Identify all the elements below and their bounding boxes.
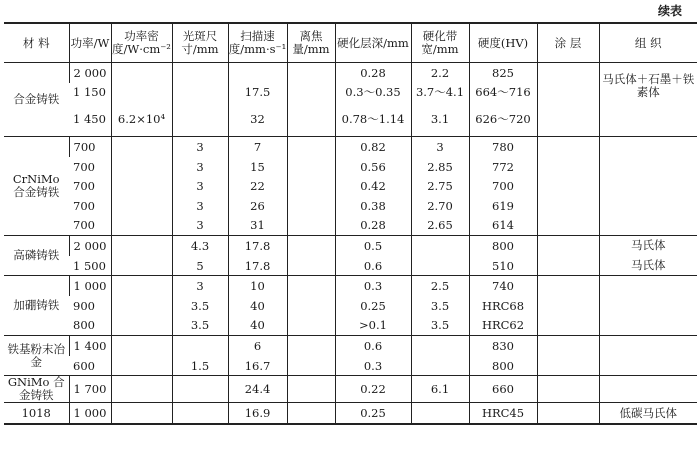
hardness-cell: 800 (469, 236, 537, 256)
defocus-cell (287, 256, 335, 276)
speed-cell: 40 (228, 316, 287, 336)
depth-cell: >0.1 (335, 316, 411, 336)
coating-cell (537, 296, 599, 316)
power-cell: 1 150 (73, 85, 106, 100)
density-cell (111, 316, 172, 336)
speed-cell: 15 (228, 157, 287, 177)
density-cell: 6.2×10⁴ (111, 102, 172, 137)
table-row (4, 216, 697, 236)
structure-cell: 马氏体 (599, 236, 697, 256)
defocus-cell (287, 316, 335, 336)
spot-cell (172, 63, 228, 83)
coating-cell (537, 176, 599, 196)
defocus-cell (287, 102, 335, 137)
hardness-cell: 700 (469, 176, 537, 196)
coating-cell (537, 196, 599, 216)
depth-cell: 0.3～0.35 (335, 83, 411, 103)
spot-cell (172, 376, 228, 403)
density-cell (111, 157, 172, 177)
coating-cell (537, 83, 599, 103)
power-cell: 900 (73, 298, 95, 313)
density-cell (111, 256, 172, 276)
header-defocus: 离焦量/mm (287, 23, 335, 63)
defocus-cell (287, 137, 335, 157)
width-cell: 3.5 (411, 316, 469, 336)
table-row (4, 296, 697, 316)
width-cell: 2.2 (411, 63, 469, 83)
depth-cell: 0.38 (335, 196, 411, 216)
hardness-cell: 614 (469, 216, 537, 236)
table-row (4, 102, 697, 137)
coating-cell (537, 403, 599, 424)
power-cell: 800 (73, 318, 95, 333)
table-row (4, 403, 697, 424)
density-cell (111, 137, 172, 157)
coating-cell (537, 316, 599, 336)
defocus-cell (287, 276, 335, 296)
spot-cell: 3.5 (172, 296, 228, 316)
depth-cell: 0.78～1.14 (335, 102, 411, 137)
spot-cell: 3 (172, 137, 228, 157)
table-row (4, 83, 697, 103)
density-cell (111, 376, 172, 403)
hardness-cell: 660 (469, 376, 537, 403)
defocus-cell (287, 296, 335, 316)
speed-cell (228, 63, 287, 83)
header-power-density: 功率密度/W·cm⁻² (111, 23, 172, 63)
structure-cell (599, 376, 697, 403)
structure-cell (599, 336, 697, 356)
density-cell (111, 403, 172, 424)
laser-hardening-table (4, 22, 697, 425)
width-cell: 2.70 (411, 196, 469, 216)
depth-cell: 0.28 (335, 63, 411, 83)
power-cell: 700 (69, 137, 111, 157)
speed-cell: 16.9 (228, 403, 287, 424)
depth-cell: 0.56 (335, 157, 411, 177)
hardness-cell: 800 (469, 356, 537, 376)
depth-cell: 0.25 (335, 403, 411, 424)
material-cell: GNiMo 合金铸铁 (4, 376, 69, 403)
structure-cell (599, 276, 697, 296)
depth-cell: 0.3 (335, 356, 411, 376)
structure-cell (599, 196, 697, 216)
defocus-cell (287, 196, 335, 216)
power-cell: 2 000 (69, 236, 111, 256)
speed-cell: 40 (228, 296, 287, 316)
width-cell: 3.5 (411, 296, 469, 316)
speed-cell: 17.5 (228, 83, 287, 103)
hardness-cell: 740 (469, 276, 537, 296)
power-cell: 600 (73, 358, 95, 373)
power-cell: 700 (73, 198, 95, 213)
width-cell: 3 (411, 137, 469, 157)
material-cell: 加硼铸铁 (4, 276, 69, 336)
table-row (4, 356, 697, 376)
defocus-cell (287, 83, 335, 103)
structure-cell (599, 296, 697, 316)
defocus-cell (287, 216, 335, 236)
header-structure: 组 织 (599, 23, 697, 63)
table-row (4, 236, 697, 256)
depth-cell: 0.28 (335, 216, 411, 236)
spot-cell (172, 336, 228, 356)
depth-cell: 0.22 (335, 376, 411, 403)
hardness-cell: HRC62 (469, 316, 537, 336)
width-cell (411, 403, 469, 424)
spot-cell (172, 83, 228, 103)
coating-cell (537, 256, 599, 276)
power-cell: 2 000 (69, 63, 111, 83)
width-cell: 6.1 (411, 376, 469, 403)
defocus-cell (287, 63, 335, 83)
spot-cell: 1.5 (172, 356, 228, 376)
spot-cell: 3.5 (172, 316, 228, 336)
density-cell (111, 83, 172, 103)
speed-cell: 17.8 (228, 236, 287, 256)
structure-cell: 低碳马氏体 (599, 403, 697, 424)
defocus-cell (287, 403, 335, 424)
depth-cell: 0.3 (335, 276, 411, 296)
density-cell (111, 176, 172, 196)
power-cell: 1 450 (73, 112, 106, 127)
speed-cell: 24.4 (228, 376, 287, 403)
defocus-cell (287, 356, 335, 376)
density-cell (111, 196, 172, 216)
header-scan-speed: 扫描速度/mm·s⁻¹ (228, 23, 287, 63)
header-hardness: 硬度(HV) (469, 23, 537, 63)
hardness-cell: 780 (469, 137, 537, 157)
speed-cell: 22 (228, 176, 287, 196)
depth-cell: 0.6 (335, 336, 411, 356)
speed-cell: 32 (228, 102, 287, 137)
depth-cell: 0.6 (335, 256, 411, 276)
hardness-cell: 825 (469, 63, 537, 83)
density-cell (111, 296, 172, 316)
spot-cell: 4.3 (172, 236, 228, 256)
hardness-cell: 830 (469, 336, 537, 356)
hardness-cell: 772 (469, 157, 537, 177)
table-row (4, 176, 697, 196)
width-cell (411, 236, 469, 256)
spot-cell: 5 (172, 256, 228, 276)
speed-cell: 7 (228, 137, 287, 157)
material-cell: 铁基粉末冶金 (4, 336, 69, 376)
structure-cell (599, 316, 697, 336)
coating-cell (537, 376, 599, 403)
header-hardened-depth: 硬化层深/mm (335, 23, 411, 63)
structure-cell: 马氏体 (599, 256, 697, 276)
hardness-cell: HRC45 (469, 403, 537, 424)
density-cell (111, 356, 172, 376)
material-cell: CrNiMo 合金铸铁 (4, 137, 69, 236)
density-cell (111, 63, 172, 83)
depth-cell: 0.25 (335, 296, 411, 316)
width-cell (411, 256, 469, 276)
width-cell: 2.85 (411, 157, 469, 177)
header-hardened-width: 硬化带宽/mm (411, 23, 469, 63)
density-cell (111, 336, 172, 356)
table-row (4, 316, 697, 336)
material-cell: 合金铸铁 (4, 63, 69, 137)
depth-cell: 0.82 (335, 137, 411, 157)
speed-cell: 6 (228, 336, 287, 356)
material-cell: 高磷铸铁 (4, 236, 69, 276)
header-coating: 涂 层 (537, 23, 599, 63)
width-cell: 2.65 (411, 216, 469, 236)
table-row (4, 276, 697, 296)
spot-cell: 3 (172, 276, 228, 296)
width-cell (411, 336, 469, 356)
structure-cell (599, 157, 697, 177)
hardness-cell: 619 (469, 196, 537, 216)
coating-cell (537, 236, 599, 256)
density-cell (111, 236, 172, 256)
header-spot-size: 光斑尺寸/mm (172, 23, 228, 63)
speed-cell: 31 (228, 216, 287, 236)
width-cell: 2.5 (411, 276, 469, 296)
coating-cell (537, 356, 599, 376)
power-cell: 1 500 (73, 258, 106, 273)
speed-cell: 26 (228, 196, 287, 216)
width-cell: 2.75 (411, 176, 469, 196)
speed-cell: 16.7 (228, 356, 287, 376)
width-cell (411, 356, 469, 376)
hardness-cell: 664～716 (469, 83, 537, 103)
density-cell (111, 276, 172, 296)
coating-cell (537, 102, 599, 137)
hardness-cell: HRC68 (469, 296, 537, 316)
coating-cell (537, 336, 599, 356)
continued-label: 续表 (657, 4, 682, 18)
spot-cell (172, 403, 228, 424)
table-row (4, 336, 697, 356)
power-cell: 700 (73, 159, 95, 174)
width-cell: 3.1 (411, 102, 469, 137)
power-cell: 1 700 (69, 376, 111, 403)
structure-cell (599, 176, 697, 196)
table-row (4, 196, 697, 216)
depth-cell: 0.5 (335, 236, 411, 256)
material-cell: 1018 (4, 403, 69, 424)
power-cell: 700 (73, 179, 95, 194)
power-cell: 1 400 (69, 336, 111, 356)
header-power: 功率/W (69, 23, 111, 63)
spot-cell: 3 (172, 176, 228, 196)
coating-cell (537, 63, 599, 83)
defocus-cell (287, 157, 335, 177)
table-row (4, 63, 697, 83)
coating-cell (537, 276, 599, 296)
structure-cell (599, 137, 697, 157)
spot-cell: 3 (172, 196, 228, 216)
coating-cell (537, 137, 599, 157)
defocus-cell (287, 336, 335, 356)
density-cell (111, 216, 172, 236)
width-cell: 3.7～4.1 (411, 83, 469, 103)
depth-cell: 0.42 (335, 176, 411, 196)
defocus-cell (287, 236, 335, 256)
hardness-cell: 510 (469, 256, 537, 276)
structure-cell (599, 216, 697, 236)
table-row (4, 376, 697, 403)
structure-cell (599, 356, 697, 376)
header-row (4, 23, 697, 63)
coating-cell (537, 216, 599, 236)
speed-cell: 10 (228, 276, 287, 296)
coating-cell (537, 157, 599, 177)
table-row (4, 256, 697, 276)
spot-cell: 3 (172, 216, 228, 236)
header-material: 材 料 (4, 23, 69, 63)
defocus-cell (287, 176, 335, 196)
spot-cell (172, 102, 228, 137)
power-cell: 700 (73, 218, 95, 233)
speed-cell: 17.8 (228, 256, 287, 276)
hardness-cell: 626～720 (469, 102, 537, 137)
power-cell: 1 000 (69, 276, 111, 296)
spot-cell: 3 (172, 157, 228, 177)
structure-cell: 马氏体＋石墨＋铁素体 (599, 63, 697, 137)
table-row (4, 137, 697, 157)
defocus-cell (287, 376, 335, 403)
power-cell: 1 000 (69, 403, 111, 424)
table-row (4, 157, 697, 177)
